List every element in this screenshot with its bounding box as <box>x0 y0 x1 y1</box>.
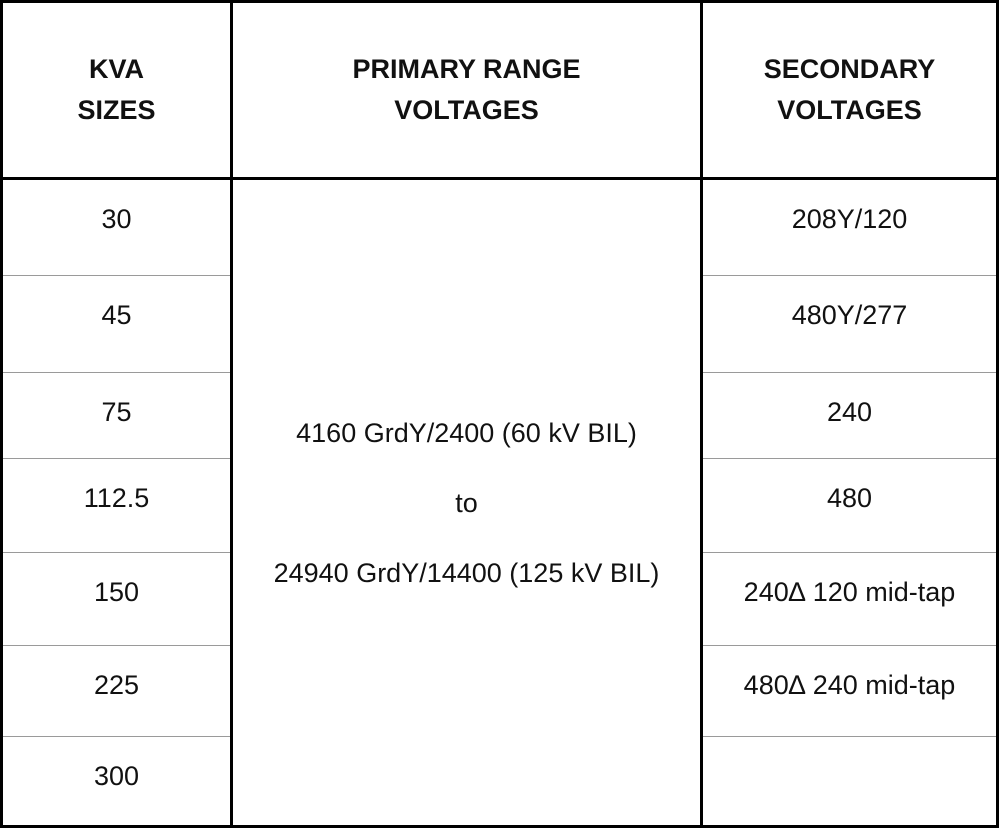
header-row <box>2 2 998 179</box>
kva-cell: 150 <box>2 553 232 646</box>
header-kva-sizes: KVA SIZES <box>2 2 232 179</box>
primary-range-to: 24940 GrdY/14400 (125 kV BIL) <box>273 557 660 588</box>
secondary-voltage-cell: 480 <box>702 459 998 553</box>
secondary-voltage-cell: 208Y/120 <box>702 179 998 276</box>
secondary-voltage-cell: 480Y/277 <box>702 276 998 373</box>
kva-cell: 225 <box>2 646 232 737</box>
header-secondary-voltages: SECONDARY VOLTAGES <box>702 2 998 179</box>
table-row <box>2 179 998 276</box>
kva-cell: 30 <box>2 179 232 276</box>
kva-cell: 75 <box>2 373 232 459</box>
secondary-voltage-cell <box>702 737 998 827</box>
kva-cell: 112.5 <box>2 459 232 553</box>
primary-range-cell <box>232 179 702 827</box>
secondary-voltage-cell: 480∆ 240 mid-tap <box>702 646 998 737</box>
secondary-voltage-cell: 240 <box>702 373 998 459</box>
secondary-voltage-cell: 240∆ 120 mid-tap <box>702 553 998 646</box>
primary-range-from: 4160 GrdY/2400 (60 kV BIL) <box>296 417 637 448</box>
primary-range-connector: to <box>455 487 478 518</box>
kva-cell: 300 <box>2 737 232 827</box>
header-primary-range-voltages: PRIMARY RANGE VOLTAGES <box>232 2 702 179</box>
kva-cell: 45 <box>2 276 232 373</box>
